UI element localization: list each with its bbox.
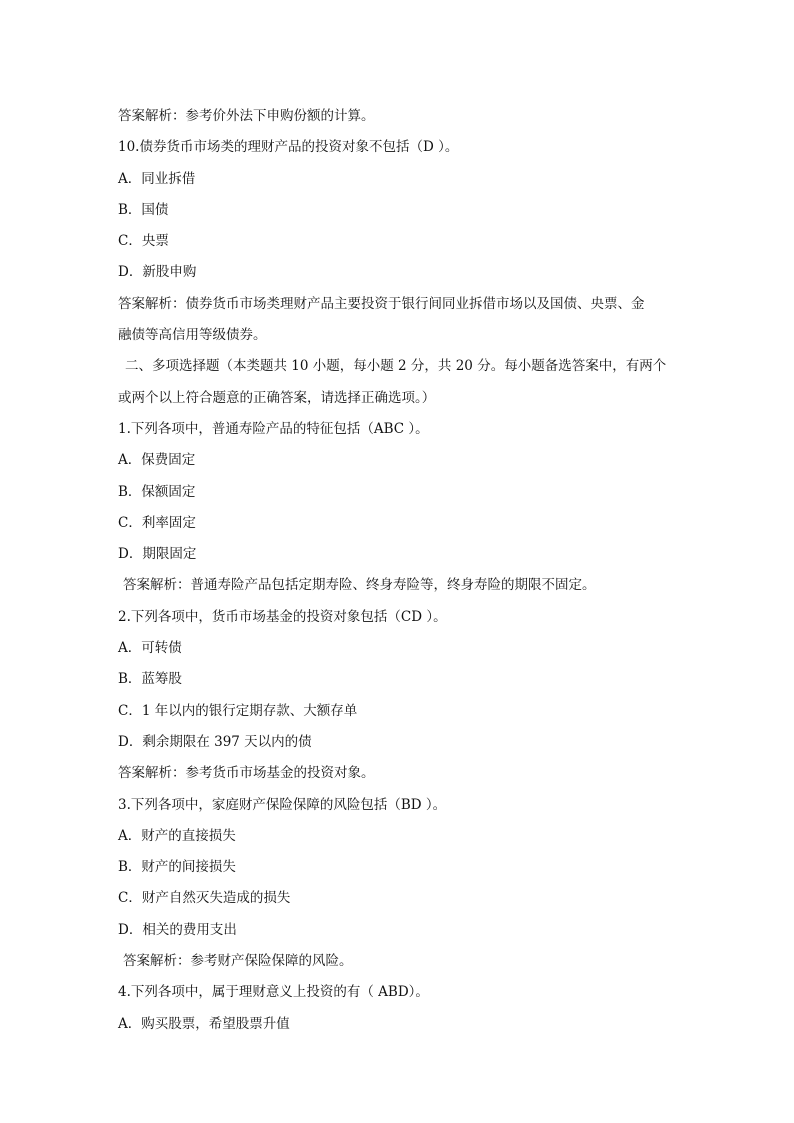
option-c: C．财产自然灭失造成的损失 (118, 890, 291, 907)
option-b: B．国债 (118, 201, 169, 218)
document-body (118, 101, 683, 1040)
answer-explanation: 答案解析：债券货币市场类理财产品主要投资于银行间同业拆借市场以及国债、央票、金 (118, 295, 645, 312)
answer-explanation-continued: 融债等高信用等级债券。 (118, 327, 267, 344)
section-heading-continued: 或两个以上符合题意的正确答案，请选择正确选项。） (118, 389, 436, 406)
question-10: 10.债券货币市场类的理财产品的投资对象不包括（D ）。 (118, 139, 459, 156)
question-3: 3.下列各项中，家庭财产保险保障的风险包括（BD ）。 (118, 796, 447, 813)
option-c: C．利率固定 (118, 514, 196, 531)
question-2: 2.下列各项中，货币市场基金的投资对象包括（CD ）。 (118, 608, 447, 625)
question-1: 1.下列各项中，普通寿险产品的特征包括（ABC ）。 (118, 420, 429, 437)
option-c: C．1 年以内的银行定期存款、大额存单 (118, 702, 358, 719)
option-d: D．新股申购 (118, 264, 197, 281)
option-d: D．期限固定 (118, 546, 197, 563)
section-heading: 二、多项选择题（本类题共 10 小题，每小题 2 分，共 20 分。每小题备选答案中，有两个 (125, 358, 667, 375)
option-a: A．财产的直接损失 (118, 827, 236, 844)
option-a: A．购买股票，希望股票升值 (118, 1015, 290, 1032)
option-d: D．剩余期限在 397 天以内的债 (118, 733, 312, 750)
option-a: A．保费固定 (118, 452, 196, 469)
option-a: A．可转债 (118, 640, 182, 657)
answer-explanation: 答案解析：参考货币市场基金的投资对象。 (118, 765, 375, 782)
answer-explanation: 答案解析：参考财产保险保障的风险。 (123, 953, 353, 970)
option-b: B．财产的间接损失 (118, 859, 236, 876)
question-4: 4.下列各项中，属于理财意义上投资的有（ ABD）。 (118, 984, 429, 1001)
option-b: B．蓝筹股 (118, 671, 182, 688)
answer-explanation: 答案解析：普通寿险产品包括定期寿险、终身寿险等，终身寿险的期限不固定。 (123, 577, 596, 594)
option-c: C．央票 (118, 233, 169, 250)
option-a: A．同业拆借 (118, 170, 196, 187)
option-b: B．保额固定 (118, 483, 196, 500)
answer-explanation: 答案解析：参考价外法下申购份额的计算。 (118, 108, 375, 124)
option-d: D．相关的费用支出 (118, 921, 237, 938)
